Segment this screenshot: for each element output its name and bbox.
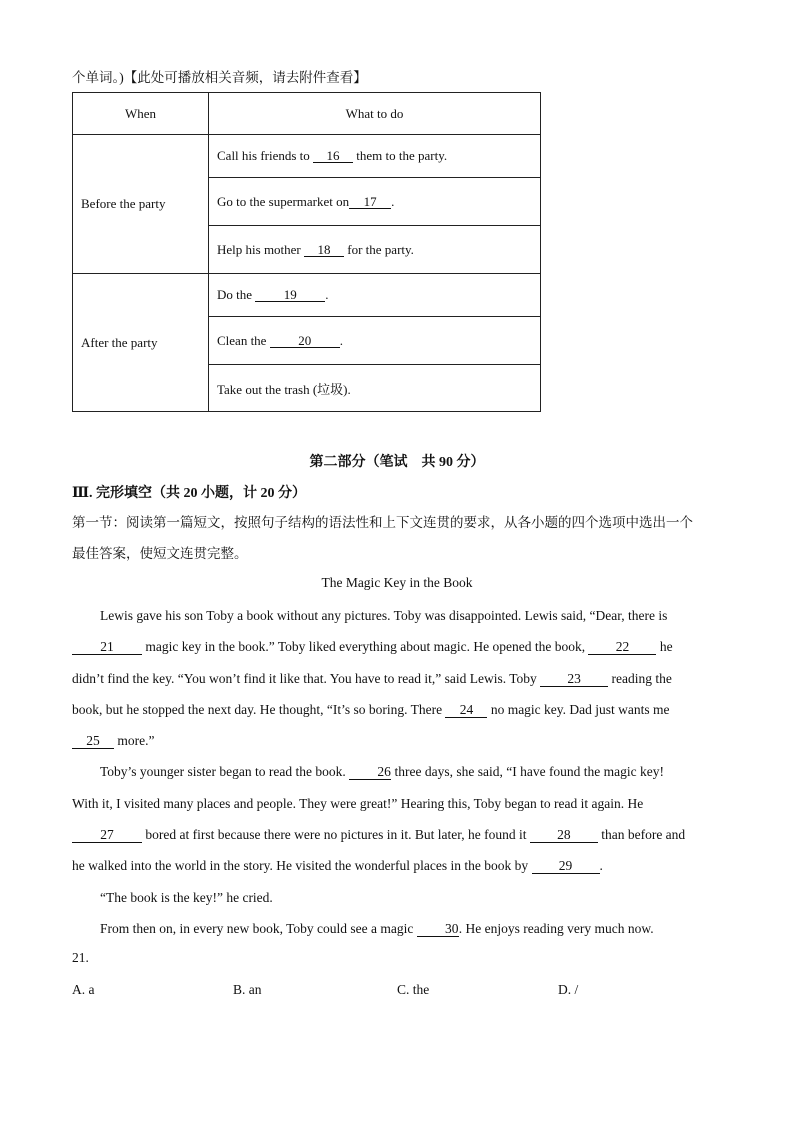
blank-19: 19 [255, 288, 325, 302]
task-text: Help his mother [217, 241, 301, 257]
option-d[interactable]: D. / [558, 982, 579, 997]
instruction-line-1: 第一节：阅读第一篇短文，按照句子结构的语法性和上下文连贯的要求，从各小题的四个选项中选出一个 [72, 515, 693, 530]
task-text: them to the party. [356, 148, 448, 163]
story-text: bored at first because there were no pictures in it. But later, he found it [145, 827, 527, 843]
story-text: he walked into the world in the story. He visited the wonderful places in the book by [72, 858, 529, 874]
table-row [73, 135, 541, 178]
part-title: 第二部分（笔试 共 90 分） [309, 455, 485, 470]
story-text: Lewis gave his son Toby a book without any pictures. Toby was disappointed. Lewis said, “Dear, there is [100, 608, 668, 623]
story-text: “The book is the key!” he cried. [100, 889, 273, 905]
story-paragraph [72, 600, 724, 631]
task-cell [209, 226, 541, 274]
blank-17: 17 [349, 195, 391, 209]
blank-21: 21 [72, 640, 142, 655]
after-party-label: After the party [73, 274, 209, 412]
table-header-row [73, 93, 541, 135]
blank-24: 24 [445, 703, 487, 718]
story-line [72, 819, 724, 850]
story-text: From then on, in every new book, Toby could see a magic [100, 920, 414, 936]
instruction-line-2: 最佳答案，使短文连贯完整。 [72, 546, 248, 561]
task-text: Go to the supermarket on [217, 193, 350, 209]
before-party-label: Before the party [73, 135, 209, 274]
blank-16: 16 [313, 149, 353, 163]
table-row [73, 274, 541, 317]
blank-26: 26 [349, 765, 391, 780]
task-text: . [325, 287, 329, 302]
story-body [72, 600, 724, 944]
intro-text: 个单词。)【此处可播放相关音频，请去附件查看】 [72, 70, 367, 85]
option-a[interactable]: A. a [72, 982, 95, 997]
task-cell [209, 317, 541, 365]
option-b[interactable]: B. an [233, 982, 262, 997]
task-cell [209, 135, 541, 178]
blank-29: 29 [532, 859, 600, 874]
task-text: . [391, 193, 395, 209]
story-text: didn’t find the key. “You won’t find it like that. You have to read it,” said Lewis. Toby [72, 670, 537, 686]
task-text: Do the [217, 287, 253, 302]
story-paragraph [72, 882, 724, 913]
story-text: reading the [611, 670, 672, 686]
question-number: 21. [72, 950, 89, 965]
story-title: The Magic Key in the Book [321, 575, 473, 590]
story-text: more.” [117, 733, 155, 749]
story-paragraph [72, 913, 724, 944]
story-text: three days, she said, “I have found the magic key! [394, 764, 665, 780]
task-text: Call his friends to [217, 148, 310, 163]
story-line [72, 725, 724, 756]
story-line [72, 694, 724, 725]
header-when: When [73, 93, 209, 135]
story-text: he [659, 639, 673, 655]
section-title: Ⅲ. 完形填空（共 20 小题，计 20 分） [72, 486, 307, 501]
blank-18: 18 [304, 243, 344, 257]
story-line [72, 663, 724, 694]
story-text: than before and [601, 827, 686, 843]
task-cell [209, 365, 541, 412]
story-text: With it, I visited many places and people. They were great!” Hearing this, Toby began to read it again. He [72, 795, 644, 811]
story-line [72, 788, 724, 819]
blank-20: 20 [270, 334, 340, 348]
story-paragraph [72, 756, 724, 787]
story-text: . [599, 858, 603, 874]
blank-30: 30 [417, 922, 459, 937]
story-line [72, 631, 724, 662]
story-text: book, but he stopped the next day. He thought, “It’s so boring. There [72, 701, 443, 717]
task-text: Take out the trash (垃圾). [217, 381, 351, 397]
task-cell [209, 178, 541, 226]
blank-22: 22 [588, 640, 656, 655]
task-text: for the party. [347, 241, 414, 257]
header-what-to-do: What to do [209, 93, 541, 135]
blank-28: 28 [530, 828, 598, 843]
option-c[interactable]: C. the [397, 982, 430, 997]
story-text: no magic key. Dad just wants me [490, 701, 670, 717]
blank-23: 23 [540, 672, 608, 687]
story-text: Toby’s younger sister began to read the book. [100, 764, 346, 780]
task-text: . [339, 332, 343, 348]
task-cell [209, 274, 541, 317]
task-text: Clean the [217, 332, 267, 348]
story-text: magic key in the book.” Toby liked everything about magic. He opened the book, [145, 639, 586, 655]
listening-table [72, 92, 541, 412]
story-line [72, 850, 724, 881]
blank-25: 25 [72, 734, 114, 749]
story-text: . He enjoys reading very much now. [458, 920, 654, 936]
blank-27: 27 [72, 828, 142, 843]
